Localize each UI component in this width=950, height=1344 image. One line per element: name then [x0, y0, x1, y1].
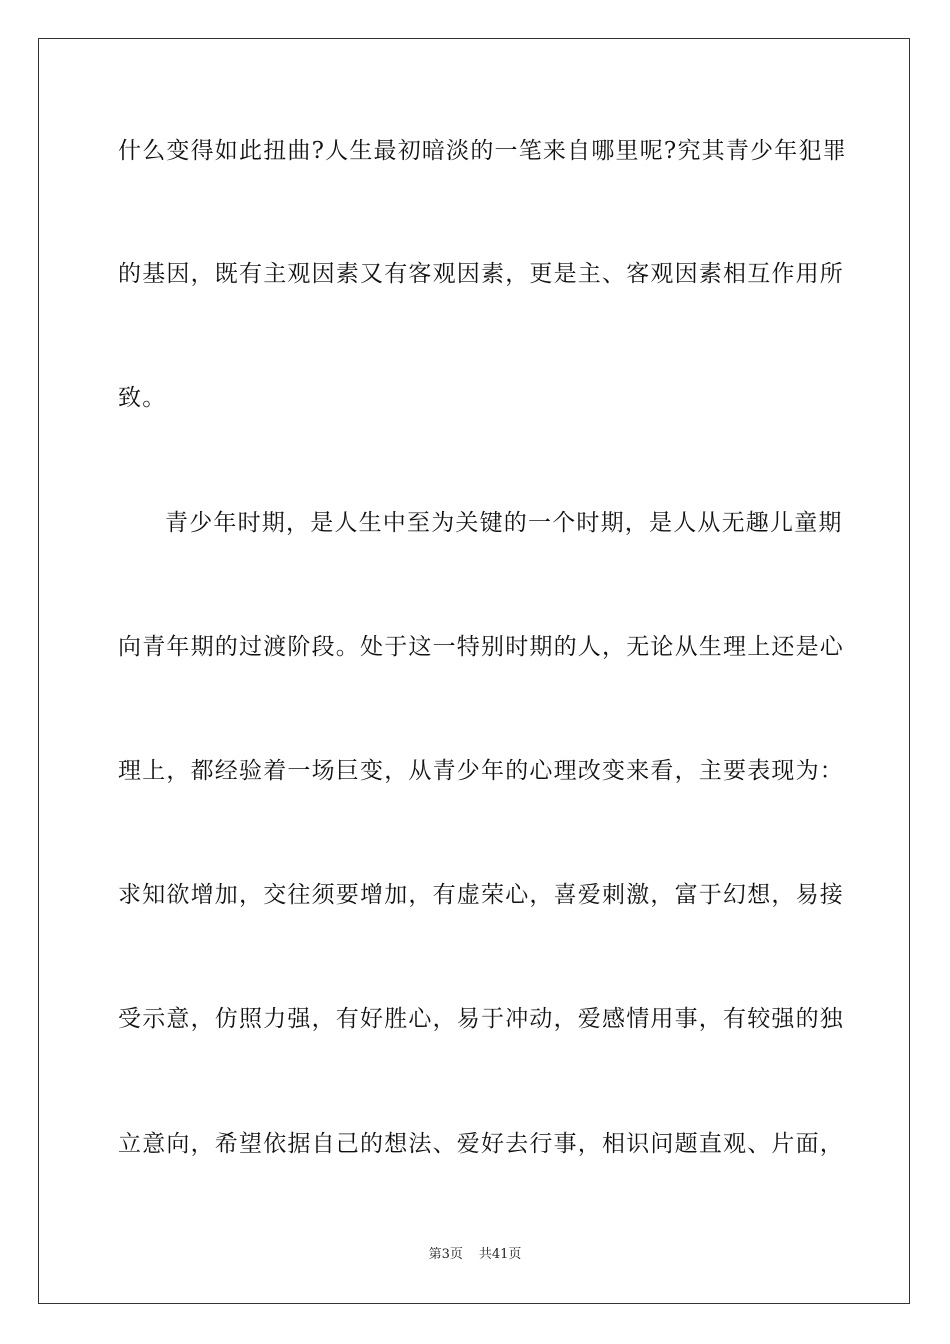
- paragraph-line: 致。: [118, 385, 167, 411]
- page-border: [38, 38, 910, 1304]
- paragraph-line: 向青年期的过渡阶段。处于这一特别时期的人，无论从生理上还是心: [118, 634, 844, 660]
- page-footer: [0, 1246, 950, 1264]
- paragraph-line: 什么变得如此扭曲?人生最初暗淡的一笔来自哪里呢?究其青少年犯罪: [118, 138, 847, 164]
- paragraph-line: 立意向，希望依据自己的想法、爱好去行事，相识问题直观、片面，: [118, 1131, 844, 1157]
- paragraph-line: 理上，都经验着一场巨变，从青少年的心理改变来看，主要表现为：: [118, 758, 844, 784]
- paragraph-line: 求知欲增加，交往须要增加，有虚荣心，喜爱刺激，富于幻想，易接: [118, 882, 844, 908]
- paragraph-line: 的基因，既有主观因素又有客观因素，更是主、客观因素相互作用所: [118, 261, 844, 287]
- page-number: 第3页: [428, 1247, 463, 1262]
- paragraph-line: 青少年时期，是人生中至为关键的一个时期，是人从无趣儿童期: [165, 510, 843, 536]
- paragraph-line: 受示意，仿照力强，有好胜心，易于冲动，爱感情用事，有较强的独: [118, 1006, 844, 1032]
- page-total: 共41页: [478, 1247, 522, 1262]
